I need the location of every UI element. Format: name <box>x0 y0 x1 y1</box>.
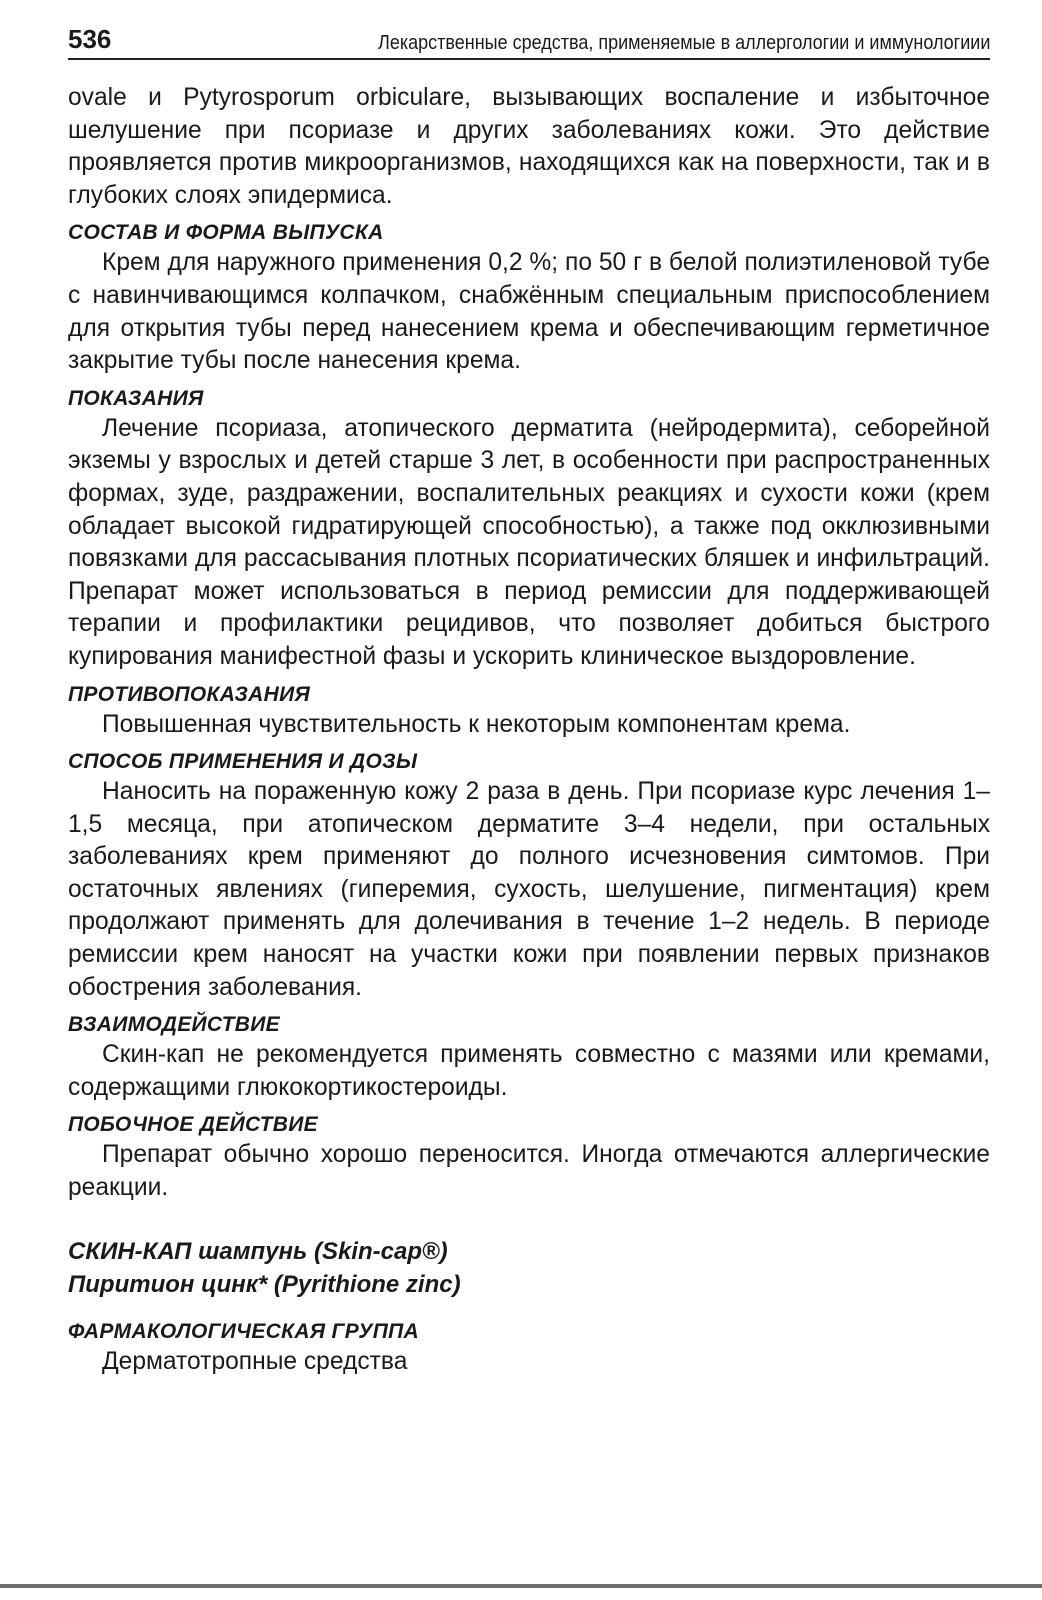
running-title: Лекарственные средства, применяемые в аллергологии и иммунологиии <box>377 32 990 54</box>
section-heading-composition: СОСТАВ И ФОРМА ВЫПУСКА <box>68 221 384 245</box>
section-text-composition: Крем для наружного применения 0,2 %; по 50 г в белой полиэтиленовой тубе с навинчивающимся колпачком, снабжённым специальным приспособлением для открытия тубы перед нанесением крема и обеспечивающим герметичное закрытие тубы после нанесения крема. <box>68 249 990 375</box>
section-text-indications: Лечение псориаза, атопического дерматита (нейродермита), себорейной экземы у взрослых и детей старше 3 лет, в особенности при распространенных формах, зуде, раздражении, воспалительных реакциях и сухости кожи (крем обладает высокой гидратирующей способностью), а также под окклюзивными повязками для рассасывания плотных псориатических бляшек и инфильтраций. Препарат может использоваться в период ремиссии для поддерживающей терапии и профилактики рецидивов, что позволяет добиться быстрого купирования манифестной фазы и ускорить клиническое выздоровление. <box>68 414 990 670</box>
product-title <box>68 1235 990 1301</box>
product-title-line1: СКИН-КАП шампунь (Skin-cap®) <box>68 1237 448 1265</box>
section-text-interaction: Скин-кап не рекомендуется применять совместно с мазями или кремами, содержащими глюкокортикостероиды. <box>68 1041 990 1101</box>
section-text-contraindications: Повышенная чувствительность к некоторым компонентам крема. <box>102 710 851 738</box>
section-text-pharm-group: Дерматотропные средства <box>102 1347 408 1375</box>
page-header <box>68 22 990 60</box>
section-heading-contraindications: ПРОТИВОПОКАЗАНИЯ <box>68 682 311 706</box>
page-number: 536 <box>68 24 112 54</box>
section-heading-interaction: ВЗАИМОДЕЙСТВИЕ <box>68 1013 280 1037</box>
section-heading-side-effects: ПОБОЧНОЕ ДЕЙСТВИЕ <box>68 1113 318 1137</box>
page-content <box>68 82 990 1378</box>
intro-paragraph: ovale и Pytyrosporum orbiculare, вызывающих воспаление и избыточное шелушение при псориазе и других заболеваниях кожи. Это действие проявляется против микроорганизмов, находящихся как на поверхности, так и в глубоких слоях эпидермиса. <box>68 84 990 209</box>
section-heading-dosage: СПОСОБ ПРИМЕНЕНИЯ И ДОЗЫ <box>68 750 418 774</box>
section-text-dosage: Наносить на пораженную кожу 2 раза в день. При псориазе курс лечения 1–1,5 месяца, при атопическом дерматите 3–4 недели, при остальных заболеваниях крем применяют до полного исчезновения симтомов. При остаточных явлениях (гиперемия, сухость, шелушение, пигментация) крем продолжают применять для долечивания в течение 1–2 недель. В периоде ремиссии крем наносят на участки кожи при появлении первых признаков обострения заболевания. <box>68 778 990 1001</box>
bottom-scan-edge <box>0 1584 1042 1588</box>
section-heading-pharm-group: ФАРМАКОЛОГИЧЕСКАЯ ГРУППА <box>68 1319 420 1343</box>
section-text-side-effects: Препарат обычно хорошо переносится. Иногда отмечаются аллергические реакции. <box>68 1141 990 1202</box>
product-title-line2: Пиритион цинк* (Pyrithione zinc) <box>68 1270 461 1298</box>
section-heading-indications: ПОКАЗАНИЯ <box>68 386 204 410</box>
